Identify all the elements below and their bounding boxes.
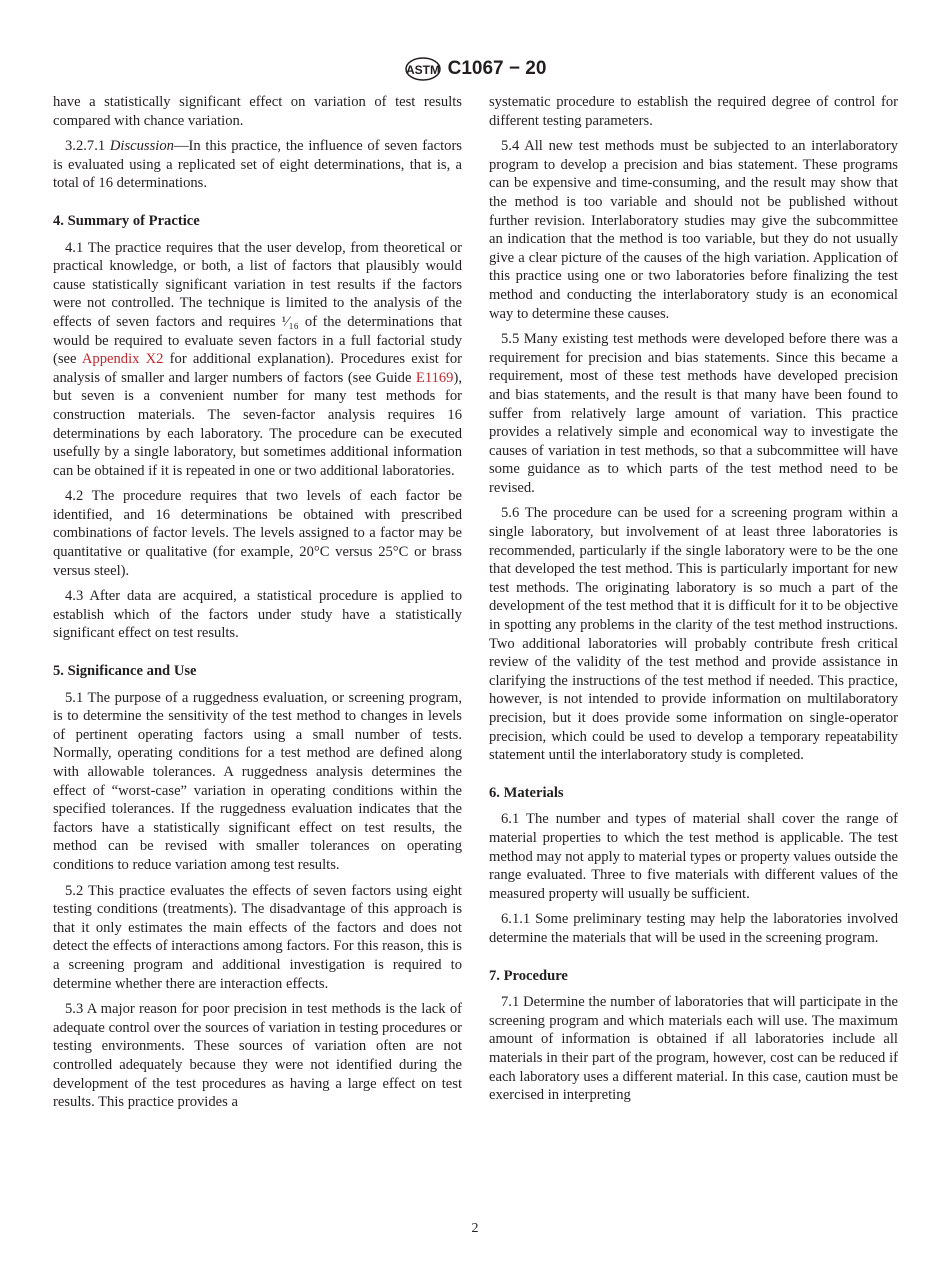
paragraph-7-1: 7.1 Determine the number of laboratories that will participate in the screening program and which materials each will use. The maximum amount of information is obtained if all laboratories include all materials in their part of the program, however, cost can be reduced if each laboratory uses a different material. In this case, caution must be exercised in interpreting: [489, 994, 898, 1104]
paragraph-6-1: 6.1 The number and types of material shall cover the range of material properties to which the test method is applicable. The test method may not apply to material types or property values outside the range evaluated. Three to five materials with different values of the measured property will usually be sufficient.: [489, 811, 898, 902]
paragraph-5-2: 5.2 This practice evaluates the effects of seven factors using eight testing conditions (treatments). The disadvantage of this approach is that it only estimates the main effects of the factors and does not detect the effects of interactions among factors. For this reason, this is a screening program and additional investigation is required to determine whether there are interaction effects.: [53, 882, 462, 992]
text: for additional explanation). Procedures exist for analysis of smaller and larger numbers of factors (see Guide: [53, 351, 463, 386]
left-column: [53, 93, 462, 1119]
e1169-link[interactable]: E1169: [415, 369, 454, 386]
paragraph-3-2-7-1: [53, 137, 462, 193]
page-number: 2: [471, 1221, 479, 1236]
paragraph-4-1: [53, 239, 462, 481]
svg-text:ASTM: ASTM: [405, 63, 440, 77]
paragraph: have a statistically significant effect on variation of test results compared with chance variation.: [53, 94, 462, 129]
paragraph-5-3: 5.3 A major reason for poor precision in test methods is the lack of adequate control over the sources of variation in testing procedures or testing environments. These sources of variation often are not controlled adequately because they were not identified during the development of the test procedures as having a large effect on test results. This practice provides a: [53, 1001, 462, 1111]
right-column: [489, 93, 898, 1112]
paragraph-5-6: 5.6 The procedure can be used for a screening program within a single laboratory, but involvement of at least three laboratories is recommended, particularly if the single laboratory were to be the one that developed the test method. This is particularly important for new test methods. The originating laboratory is so much a part of the development of the test method that it is difficult for it to be objective in spotting any problems in the clarity of the test method instructions. Two additional laboratories will probably contribute fresh critical review of the validity of the test method and provide assistance in clarifying the instructions of the test method if needed. This practice, however, is not intended to provide information on multilaboratory precision, but it does provide some information on single-operator precision, which could be used to develop a temporary repeatability statement until the interlaboratory study is completed.: [489, 505, 898, 764]
text: 4.1 The practice requires that the user develop, from theoretical or practical knowledge, or both, a list of factors that plausibly would cause statistically significant variation in test results if the factors were not controlled. The technique is limited to the analysis of the effects of seven factors and requires ¹⁄₁₆ of the determinations that would be required to evaluate seven factors in a full factorial study (see: [53, 239, 462, 368]
section-heading-4: 4. Summary of Practice: [53, 212, 200, 229]
paragraph-5-4: 5.4 All new test methods must be subjected to an interlaboratory program to develop a precision and bias statement. These programs can be expensive and time-consuming, and the result may show that the method is too variable and should not be published without further revision. Interlaboratory studies may give the subcommittee an indication that the method is too variable, but they do not usually give a clear picture of the causes of the high variation. Application of this practice using one or two laboratories before finalizing the test method and conducting the interlaboratory study is an economical way to determine these causes.: [489, 138, 898, 322]
paragraph-4-2: 4.2 The procedure requires that two levels of each factor be identified, and 16 determinations be obtained with prescribed combinations of factor levels. The levels assigned to a factor may be quantitative or qualitative (for example, 20°C versus 25°C or brass versus steel).: [53, 488, 462, 579]
section-heading-6: 6. Materials: [489, 784, 564, 801]
section-heading-7: 7. Procedure: [489, 967, 568, 984]
document-designation: C1067 − 20: [447, 58, 547, 79]
paragraph: systematic procedure to establish the required degree of control for different testing parameters.: [489, 94, 898, 129]
page-header: [0, 56, 950, 82]
paragraph-5-1: 5.1 The purpose of a ruggedness evaluation, or screening program, is to determine the sensitivity of the test method to changes in levels of pertinent operating factors using a small number of tests. Normally, operating conditions for a test method are defined along with allowable tolerances. A ruggedness analysis determines the effect of “worst-case” variation in operating conditions within the specified tolerances. If the ruggedness evaluation indicates that the factors have a statistically significant effect on test results, the method can be revised with smaller tolerances on operating conditions to reduce variation among test results.: [53, 689, 462, 873]
paragraph-4-3: 4.3 After data are acquired, a statistical procedure is applied to establish which of the factors under study have a statistically significant effect on test results.: [53, 588, 462, 642]
astm-logo-icon: [404, 56, 442, 82]
section-heading-5: 5. Significance and Use: [53, 663, 197, 680]
appendix-x2-link[interactable]: Appendix X2: [81, 351, 164, 368]
clause-number: 3.2.7.1: [65, 138, 110, 155]
clause-term: Discussion: [109, 138, 174, 155]
text: ), but seven is a convenient number for many test methods for construction materials. The seven-factor analysis requires 16 determinations by each laboratory. The procedure can be executed usefully by a single laboratory, but sometimes additional information can be obtained if it is repeated in one or two additional laboratories.: [53, 369, 462, 479]
clause-text: —In this practice, the influence of seven factors is evaluated using a replicated set of eight determinations, that is, a total of 16 determinations.: [53, 138, 462, 192]
paragraph-6-1-1: 6.1.1 Some preliminary testing may help the laboratories involved determine the materials that will be used in the screening program.: [489, 911, 898, 946]
paragraph-5-5: 5.5 Many existing test methods were developed before there was a requirement for precision and bias statements. Since this became a requirement, most of these test methods have developed precision and bias statements, and the result is that many have been found to suffer from relatively large amount of variation. This practice provides a relatively simple and economical way to investigate the causes of variation in test methods, so that a subcommittee will have some guidance as to which parts of the test method need to be revised.: [489, 331, 898, 496]
